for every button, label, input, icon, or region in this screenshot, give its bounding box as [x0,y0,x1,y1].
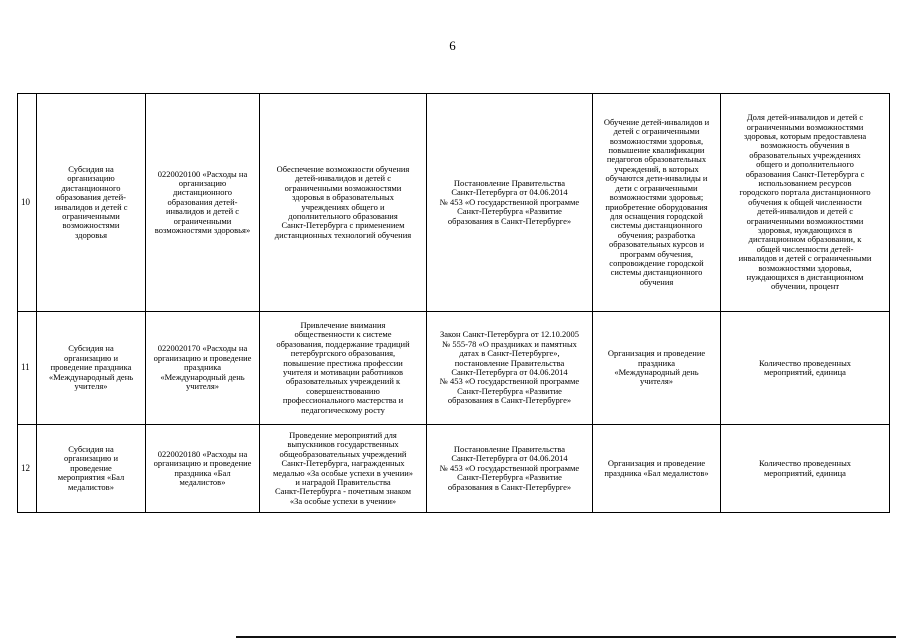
expense-code-cell: 0220020100 «Расходы на организацию дистанционного образования детей- инвалидов и детей с ограниченными возможностями здоровья» [146,94,260,312]
page-number: 6 [449,38,456,53]
indicator-cell: Количество проведенных мероприятий, единица [721,425,890,513]
legal-basis-cell: Постановление Правительства Санкт-Петербурга от 04.06.2014 № 453 «О государственной программе Санкт-Петербурга «Развитие образования в Санкт-Петербурге» [427,94,593,312]
subsidy-name-cell: Субсидия на организацию и проведение праздника «Международный день учителя» [37,312,146,425]
table-row [18,425,890,513]
activity-cell: Обучение детей-инвалидов и детей с ограниченными возможностями здоровья, повышение квалификации педагогов образовательных учреждений, в которых обучаются дети-инвалиды и дети с ограниченными возможностями здоровья; приобретение оборудования для оснащения городской системы дистанционного обучения; разработка образовательных курсов и программ обучения, сопровождение городской системы дистанционного обучения [593,94,721,312]
subsidy-name-cell: Субсидия на организацию дистанционного образования детей- инвалидов и детей с ограниченными возможностями здоровья [37,94,146,312]
indicator-cell: Доля детей-инвалидов и детей с ограниченными возможностями здоровья, которым предоставлена возможность обучения в образовательных учреждениях общего и дополнительного образования Санкт-Петербурга с использованием ресурсов городского портала дистанционного обучения к общей численности детей-инвалидов и детей с ограниченными возможностями здоровья, нуждающихся в дистанционном образовании, к общей численности детей- инвалидов и детей с ограниченными возможностями здоровья, нуждающихся в дистанционном обучении, процент [721,94,890,312]
activity-cell: Организация и проведение праздника «Международный день учителя» [593,312,721,425]
indicator-cell: Количество проведенных мероприятий, единица [721,312,890,425]
table-row [18,94,890,312]
legal-basis-cell: Закон Санкт-Петербурга от 12.10.2005 № 555-78 «О праздниках и памятных датах в Санкт-Петербурге», постановление Правительства Санкт-Петербурга от 04.06.2014 № 453 «О государственной программе Санкт-Петербурга «Развитие образования в Санкт-Петербурге» [427,312,593,425]
legal-basis-cell: Постановление Правительства Санкт-Петербурга от 04.06.2014 № 453 «О государственной программе Санкт-Петербурга «Развитие образования в Санкт-Петербурге» [427,425,593,513]
row-number-cell: 10 [18,94,37,312]
goal-cell: Обеспечение возможности обучения детей-инвалидов и детей с ограниченными возможностями здоровья в образовательных учреждениях общего и дополнительного образования Санкт-Петербурга с применением дистанционных технологий обучения [260,94,427,312]
activity-cell: Организация и проведение праздника «Бал медалистов» [593,425,721,513]
expense-code-cell: 0220020170 «Расходы на организацию и проведение праздника «Международный день учителя» [146,312,260,425]
row-number-cell: 12 [18,425,37,513]
subsidy-table [17,93,890,513]
expense-code-cell: 0220020180 «Расходы на организацию и проведение праздника «Бал медалистов» [146,425,260,513]
row-number-cell: 11 [18,312,37,425]
subsidy-name-cell: Субсидия на организацию и проведение мероприятия «Бал медалистов» [37,425,146,513]
scan-edge-line [236,636,896,638]
table-row [18,312,890,425]
goal-cell: Привлечение внимания общественности к системе образования, поддержание традиций петербургского образования, повышение престижа профессии учителя и мотивации работников образовательных учреждений к совершенствованию профессионального мастерства и педагогическому росту [260,312,427,425]
goal-cell: Проведение мероприятий для выпускников государственных общеобразовательных учреждений Санкт-Петербурга, награжденных медалью «За особые успехи в учении» и наградой Правительства Санкт-Петербурга - почетным знаком «За особые успехи в учении» [260,425,427,513]
